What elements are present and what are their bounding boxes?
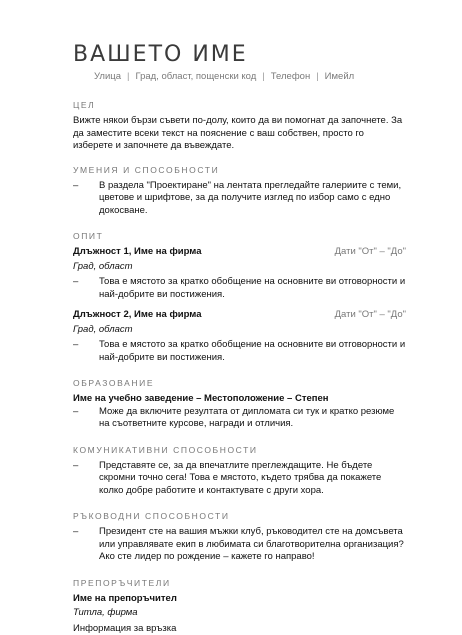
contact-line	[94, 71, 414, 82]
resume-name[interactable]: ВАШЕТО ИМЕ	[73, 42, 248, 67]
education-school[interactable]: Име на учебно заведение – Местоположение – Степен	[73, 393, 406, 406]
bullet-dash: –	[73, 406, 78, 419]
job-header	[73, 309, 406, 322]
reference-name[interactable]: Име на препоръчител	[73, 593, 406, 606]
job-header	[73, 246, 406, 259]
reference-info[interactable]: Информация за връзка	[73, 623, 406, 635]
resume-content	[73, 100, 406, 635]
bullet-dash: –	[73, 339, 78, 352]
section-title-references[interactable]: ПРЕПОРЪЧИТЕЛИ	[73, 578, 406, 588]
bullet-dash: –	[73, 460, 78, 473]
section-title-experience[interactable]: ОПИТ	[73, 231, 406, 241]
section-education	[73, 378, 406, 445]
job-title[interactable]: Длъжност 1, Име на фирма	[73, 246, 201, 259]
communication-bullet[interactable]	[73, 460, 406, 498]
contact-separator: |	[127, 71, 129, 82]
education-bullet-text: Може да включите резултата от дипломата си тук и кратко резюме на съответните курсове, награди и отличия.	[99, 406, 394, 430]
section-communication	[73, 445, 406, 512]
job-dates[interactable]: Дати "От" – "До"	[335, 246, 406, 259]
section-title-education[interactable]: ОБРАЗОВАНИЕ	[73, 378, 406, 388]
education-bullet[interactable]	[73, 406, 406, 431]
job-dates[interactable]: Дати "От" – "До"	[335, 309, 406, 322]
job-title[interactable]: Длъжност 2, Име на фирма	[73, 309, 201, 322]
contact-phone[interactable]: Телефон	[271, 71, 310, 82]
contact-email[interactable]: Имейл	[325, 71, 355, 82]
job-location[interactable]: Град, област	[73, 324, 406, 337]
leadership-bullet-text: Президент сте на вашия мъжки клуб, ръководител сте на домсъвета или управлявате екип в любимата си благотворителна организация? Ако сте лидер по рождение – кажете го направо!	[99, 526, 404, 562]
job-location[interactable]: Град, област	[73, 261, 406, 274]
contact-city[interactable]: Град, област, пощенски код	[135, 71, 256, 82]
contact-separator: |	[316, 71, 318, 82]
bullet-dash: –	[73, 180, 78, 193]
contact-separator: |	[262, 71, 264, 82]
section-title-skills[interactable]: УМЕНИЯ И СПОСОБНОСТИ	[73, 165, 406, 175]
objective-text[interactable]: Вижте някои бързи съвети по-долу, които да ви помогнат да започнете. За да заместите всеки текст на пояснение с ваш собствен, просто го изберете и започнете да въвеждате.	[73, 115, 406, 153]
section-title-communication[interactable]: КОМУНИКАТИВНИ СПОСОБНОСТИ	[73, 445, 406, 455]
bullet-dash: –	[73, 276, 78, 289]
job-bullet-text: Това е мястото за кратко обобщение на основните ви отговорности и най-добрите ви постижения.	[99, 339, 405, 363]
reference-position[interactable]: Титла, фирма	[73, 607, 406, 620]
skills-bullet-text: В раздела "Проектиране" на лентата прегледайте галериите с теми, цветове и шрифтове, за да получите изглед по избор само с едно докосване.	[99, 180, 401, 216]
section-leadership	[73, 511, 406, 578]
section-experience	[73, 231, 406, 378]
job-bullet-text: Това е мястото за кратко обобщение на основните ви отговорности и най-добрите ви постижения.	[99, 276, 405, 300]
skills-bullet[interactable]	[73, 180, 406, 218]
job-entry	[73, 246, 406, 301]
bullet-dash: –	[73, 526, 78, 539]
contact-street[interactable]: Улица	[94, 71, 121, 82]
leadership-bullet[interactable]	[73, 526, 406, 564]
section-title-objective[interactable]: ЦЕЛ	[73, 100, 406, 110]
section-references	[73, 578, 406, 635]
job-bullet[interactable]	[73, 339, 406, 364]
job-bullet[interactable]	[73, 276, 406, 301]
section-objective	[73, 100, 406, 153]
communication-bullet-text: Представяте се, за да впечатлите преглеждащите. Не бъдете скромни точно сега! Това е мястото, където трябва да покажете колко добре работите и контактувате с други хора.	[99, 460, 381, 496]
section-title-leadership[interactable]: РЪКОВОДНИ СПОСОБНОСТИ	[73, 511, 406, 521]
job-entry	[73, 309, 406, 364]
section-skills	[73, 165, 406, 232]
